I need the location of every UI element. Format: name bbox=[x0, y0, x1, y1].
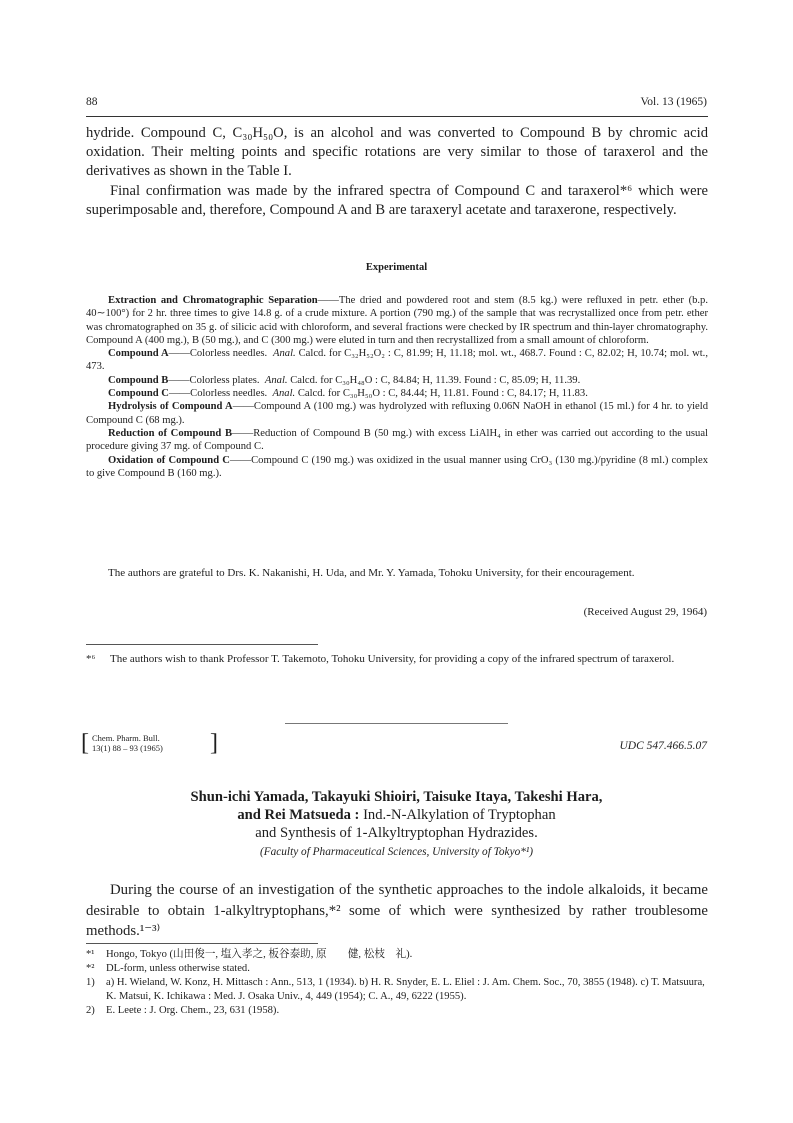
footnote bbox=[86, 976, 708, 1004]
paragraph: During the course of an investigation of the synthetic approaches to the indole alkaloids, it became desirable to obtain 1-alkyltryptophans,*² some of which were synthesized by rather troublesome methods.¹⁻³⁾ bbox=[86, 882, 708, 939]
exp-head: Oxidation of Compound C bbox=[108, 454, 230, 466]
received-date: (Received August 29, 1964) bbox=[583, 606, 707, 618]
article-title: Ind.-N-Alkylation of Tryptophan bbox=[363, 807, 556, 823]
footnote bbox=[86, 962, 708, 976]
citation-line: 13(1) 88 – 93 (1965) bbox=[92, 742, 163, 753]
exp-head: Extraction and Chromatographic Separation bbox=[108, 295, 318, 306]
anal-label: Anal. bbox=[272, 388, 296, 400]
footnote-mark: 2) bbox=[86, 1005, 95, 1016]
bracket-left: [ bbox=[81, 730, 89, 756]
article-separator bbox=[285, 723, 508, 724]
acknowledgement bbox=[86, 566, 708, 580]
exp-text: ——Colorless needles. bbox=[168, 388, 268, 400]
authors-line: and Rei Matsueda : bbox=[237, 807, 360, 823]
exp-text: Calcd. for C₃₂H₅₂O₂ : C, 81.99; H, 11.18; mol. wt., 468.7. Found : C, 82.02; H, 10.74; mol. wt., 473. bbox=[86, 348, 708, 373]
exp-paragraph bbox=[86, 294, 708, 347]
page-number: 88 bbox=[86, 96, 98, 108]
exp-text: ——Colorless plates. bbox=[168, 374, 260, 386]
section-title-experimental: Experimental bbox=[365, 262, 428, 273]
exp-text: ——Colorless needles. bbox=[168, 348, 268, 360]
exp-text: Calcd. for C₃₀H₄₈O : C, 84.84; H, 11.39. Found : C, 85.09; H, 11.39. bbox=[290, 374, 581, 386]
ack-text: The authors are grateful to Drs. K. Nakanishi, H. Uda, and Mr. Y. Yamada, Tohoku University, for their encouragement. bbox=[108, 567, 635, 579]
exp-paragraph bbox=[86, 347, 708, 374]
exp-head: Compound A bbox=[108, 348, 169, 360]
footnote-text: E. Leete : J. Org. Chem., 23, 631 (1958). bbox=[106, 1005, 280, 1016]
footnote-text: Hongo, Tokyo (山田俊一, 塩入孝之, 板谷泰助, 原 健, 松枝 礼). bbox=[106, 949, 413, 960]
exp-text: ——Compound C (190 mg.) was oxidized in the usual manner using CrO₃ (130 mg.)/pyridine (8 ml.) complex to give Compound B (160 mg.). bbox=[86, 454, 709, 479]
article-intro bbox=[86, 880, 708, 942]
exp-text: ——Compound A (100 mg.) was hydrolyzed with refluxing 0.06N NaOH in ethanol (15 ml.) for 4 hr. to yield Compound C (68 mg.). bbox=[86, 401, 709, 426]
footnotes bbox=[86, 948, 708, 1018]
exp-text: ——The dried and powdered root and stem (8.5 kg.) were refluxed in petr. ether (b.p. 40∼100°) for 2 hr. three times to give 14.8 g. of a crude mixture. A portion (790 mg.) of the sample that was recrystallized once from petr. ether was chromatographed on 35 g. of silicic acid with chloroform, and several fractions were checked by IR spectrum and thin-layer chromatography. Compound A (400 mg.), B (50 mg.), and C (300 mg.) were eluted in turn and then recrystallized from a small amount of chloroform. bbox=[86, 295, 708, 346]
journal-volume: Vol. 13 (1965) bbox=[640, 96, 707, 108]
udc-code: UDC 547.466.5.07 bbox=[619, 740, 707, 752]
exp-text: ——Reduction of Compound B (50 mg.) with excess LiAlH₄ in ether was carried out according to the usual procedure giving 37 mg. of Compound C. bbox=[86, 427, 708, 453]
footnote-mark: *⁶ bbox=[86, 653, 96, 665]
footnote-mark: *¹ bbox=[86, 949, 95, 960]
bracket-right: ] bbox=[210, 730, 218, 756]
footnote-text: DL-form, unless otherwise stated. bbox=[106, 963, 250, 974]
article-title: and Synthesis of 1-Alkyltryptophan Hydrazides. bbox=[255, 825, 538, 841]
anal-label: Anal. bbox=[264, 374, 288, 386]
footnote bbox=[86, 1004, 708, 1018]
exp-paragraph bbox=[86, 400, 708, 427]
experimental-section bbox=[86, 294, 708, 480]
authors-title-line bbox=[0, 806, 793, 824]
exp-head: Hydrolysis of Compound A bbox=[108, 401, 233, 413]
header-rule bbox=[86, 116, 708, 117]
paragraph: hydride. Compound C, C₃₀H₅₀O, is an alcohol and was converted to Compound B by chromic acid oxidation. Their melting points and specific rotations are very similar to those of taraxerol and the derivatives as shown in the Table I. bbox=[86, 125, 708, 180]
affiliation: (Faculty of Pharmaceutical Sciences, University of Tokyo*¹) bbox=[259, 846, 534, 858]
article-title-block bbox=[0, 788, 793, 842]
journal-citation bbox=[81, 730, 218, 756]
exp-head: Compound B bbox=[108, 374, 169, 386]
footnote-6 bbox=[86, 652, 708, 666]
exp-head: Compound C bbox=[108, 388, 169, 400]
paragraph: Final confirmation was made by the infrared spectra of Compound C and taraxerol*⁶ which were superimposable and, therefore, Compound A and B are taraxeryl acetate and taraxerone, respectively. bbox=[86, 182, 708, 218]
footnote-rule bbox=[86, 644, 318, 645]
citation-line: Chem. Pharm. Bull. bbox=[92, 733, 160, 743]
exp-text: Calcd. for C₃₀H₅₀O : C, 84.44; H, 11.81. Found : C, 84.17; H, 11.83. bbox=[297, 388, 588, 400]
anal-label: Anal. bbox=[273, 348, 296, 360]
footnote-text: a) H. Wieland, W. Konz, H. Mittasch : Ann., 513, 1 (1934). b) H. R. Snyder, E. L. Eliel : J. Am. Chem. Soc., 70, 3855 (1948). c) T. Matsuura, K. Matsui, K. Ichikawa : Med. J. Osaka Univ., 4, 449 (1954); C. A., 49, 6222 (1955). bbox=[106, 977, 705, 1002]
footnote-mark: 1) bbox=[86, 977, 95, 988]
exp-head: Reduction of Compound B bbox=[108, 427, 233, 439]
exp-paragraph bbox=[86, 387, 708, 400]
footnote-rule bbox=[86, 943, 318, 944]
exp-paragraph bbox=[86, 454, 708, 481]
authors-line: Shun-ichi Yamada, Takayuki Shioiri, Taisuke Itaya, Takeshi Hara, bbox=[190, 789, 603, 805]
footnote bbox=[86, 948, 708, 962]
exp-paragraph bbox=[86, 427, 708, 454]
exp-paragraph bbox=[86, 374, 708, 387]
footnote-mark: *² bbox=[86, 963, 95, 974]
intro-body bbox=[86, 124, 708, 220]
footnote-text: The authors wish to thank Professor T. Takemoto, Tohoku University, for providing a copy of the infrared spectrum of taraxerol. bbox=[110, 653, 675, 665]
